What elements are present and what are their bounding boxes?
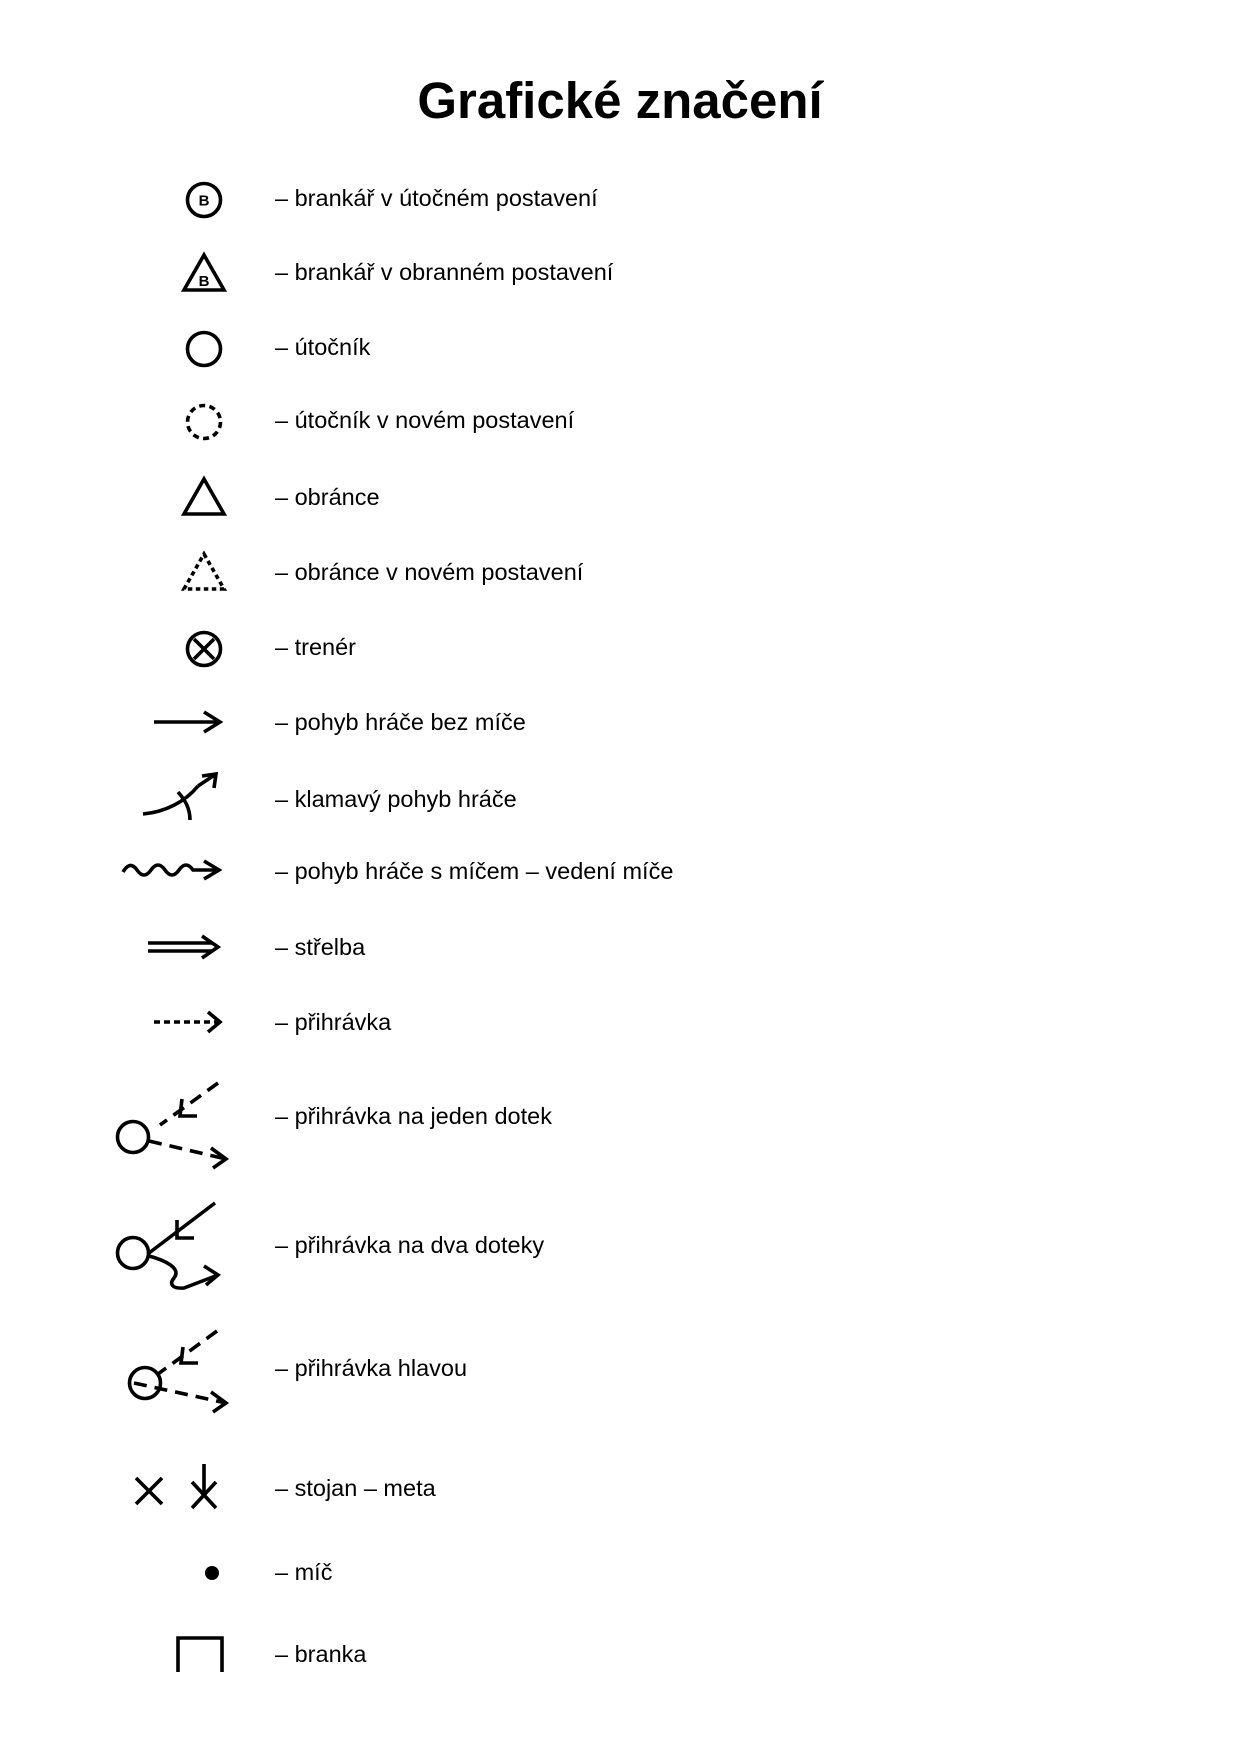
legend-row-goalkeeper-attacking [0,178,1240,218]
legend-row-goalkeeper-defending [0,252,1240,296]
two-touch-pass-icon [114,1200,224,1292]
legend-row-coach [0,627,1240,667]
legend-label: – střelba [275,934,366,960]
attacker-icon [184,329,224,369]
one-touch-pass-icon [114,1078,232,1168]
coach-icon [184,629,224,669]
header-pass-icon [126,1328,232,1418]
legend-label: – pohyb hráče s míčem – vedení míče [275,858,674,884]
goalkeeper-attacking-icon [184,180,224,220]
legend-label: – míč [275,1559,333,1585]
svg-text:B: B [198,273,210,290]
legend-label: – přihrávka [275,1009,392,1035]
legend-row-goal [0,1634,1240,1674]
legend-label: – přihrávka na jeden dotek [275,1103,552,1129]
legend-row-dribble [0,854,1240,890]
legend-row-header-pass [0,1328,1240,1418]
legend-row-attacker-new-position [0,400,1240,444]
legend-label: – klamavý pohyb hráče [275,786,517,812]
legend-label: – přihrávka hlavou [275,1355,468,1381]
legend-row-shot [0,930,1240,966]
legend-label: – pohyb hráče bez míče [275,709,526,735]
legend-label: – útočník [275,334,371,360]
legend-row-feint-move [0,772,1240,824]
legend-row-pass [0,1005,1240,1041]
legend-row-player-run [0,705,1240,741]
legend-label: – přihrávka na dva doteky [275,1232,545,1258]
legend-row-two-touch-pass [0,1200,1240,1292]
feint-move-icon [140,772,224,826]
legend-row-defender-new-position [0,551,1240,595]
pole-target-icon [132,1462,224,1512]
page-title: Grafické značení [417,72,823,129]
goalkeeper-defending-icon [181,252,227,294]
legend-label: – branka [275,1641,367,1667]
legend-row-ball [0,1555,1240,1591]
defender-icon [181,476,227,518]
svg-text:B: B [198,192,210,210]
shot-double-arrow-icon [146,932,224,962]
legend-label: – stojan – meta [275,1475,436,1501]
legend-row-pole-target [0,1462,1240,1512]
legend-row-defender [0,476,1240,520]
legend-row-attacker [0,327,1240,367]
defender-new-position-icon [181,551,227,593]
goal-icon [174,1634,226,1674]
ball-icon [202,1563,222,1583]
legend-label: – trenér [275,634,356,660]
legend-label: – obránce [275,484,380,510]
attacker-new-position-icon [184,402,224,442]
dribble-wavy-arrow-icon [121,856,225,886]
legend-row-one-touch-pass [0,1078,1240,1168]
legend-label: – obránce v novém postavení [275,559,584,585]
legend-label: – útočník v novém postavení [275,407,575,433]
legend-label: – brankář v útočném postavení [275,185,598,211]
pass-dashed-arrow-icon [152,1007,224,1037]
player-run-arrow-icon [152,707,224,737]
legend-label: – brankář v obranném postavení [275,259,614,285]
